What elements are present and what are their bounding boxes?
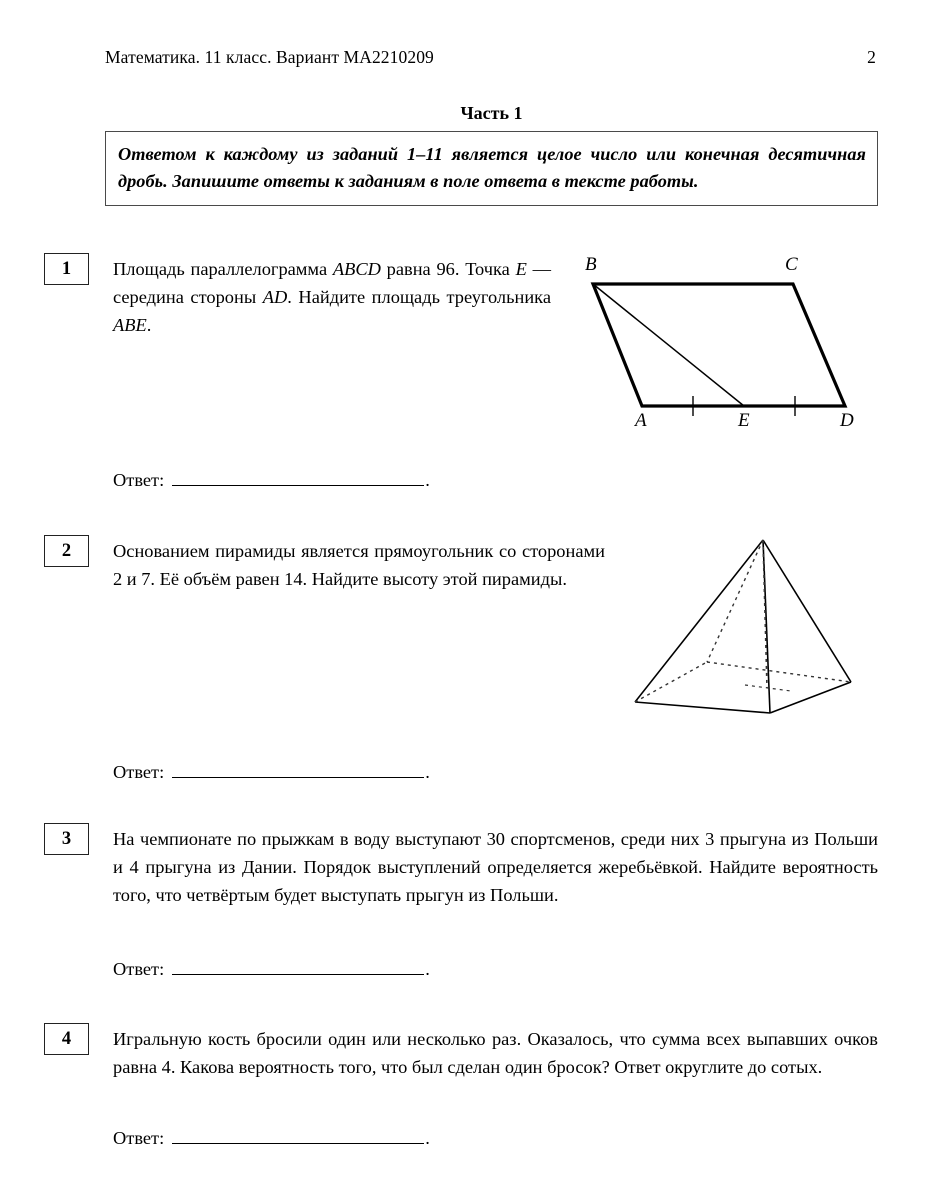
task-2-number: 2 (44, 535, 89, 567)
base-edge-front-right (770, 682, 851, 713)
task-3-answer (113, 959, 430, 980)
base-edge-back-right-dashed (707, 662, 851, 682)
vertex-label-c: C (785, 254, 798, 275)
task-1-text (113, 255, 551, 339)
task-1-text-i2: E (515, 259, 527, 279)
task-3-answer-label: Ответ: (113, 959, 165, 979)
task-4-text: Игральную кость бросили один или несколько раз. Оказалось, что сумма всех выпавших очков равна 4. Какова вероятность того, что был сделан один бросок? Ответ округлите до сотых. (113, 1029, 878, 1078)
vertex-label-e: E (738, 410, 750, 431)
instruction-box (105, 131, 878, 206)
task-3-number: 3 (44, 823, 89, 855)
task-3-answer-field[interactable] (172, 960, 424, 975)
task-4-answer (113, 1128, 430, 1149)
task-1-text-p5: . (146, 315, 152, 336)
task-2-answer-label: Ответ: (113, 762, 165, 782)
task-4-answer-field[interactable] (172, 1129, 424, 1144)
pyramid-figure (615, 525, 880, 740)
task-1-number: 1 (44, 253, 89, 285)
part-title: Часть 1 (460, 103, 523, 123)
task-2-answer-period: . (425, 762, 430, 782)
parallelogram-outline (593, 284, 845, 406)
base-edge-left-front (635, 702, 770, 713)
page-number: 2 (867, 47, 876, 67)
task-4-answer-label: Ответ: (113, 1128, 165, 1148)
task-1-answer-period: . (425, 470, 430, 490)
diagonal-be (593, 284, 744, 406)
task-2-answer (113, 762, 430, 783)
task-3-text: На чемпионате по прыжкам в воду выступают 30 спортсменов, среди них 3 прыгуна из Польши и 4 прыгуна из Дании. Порядок выступлений определяется жеребьёвкой. Найдите вероятность того, что четвёртым будет выступать прыгун из Польши. (113, 829, 878, 906)
page-header (105, 47, 878, 68)
task-1-answer-field[interactable] (172, 471, 424, 486)
pyramid-svg (615, 525, 880, 740)
task-2-answer-field[interactable] (172, 763, 424, 778)
instruction-text: Ответом к каждому из заданий 1–11 является целое число или конечная десятичная дробь. Запишите ответы к заданиям в поле ответа в тексте работы. (118, 144, 866, 191)
task-1-answer (113, 470, 430, 491)
task-1-text-p1: Площадь параллелограмма (113, 259, 333, 279)
task-1-text-i4: ABE (113, 315, 147, 336)
edge-apex-left (635, 540, 763, 702)
parallelogram-figure (575, 248, 895, 448)
task-3-answer-period: . (425, 959, 430, 979)
base-diagonal-dashed (745, 685, 791, 691)
task-1-text-p4: . Найдите площадь треугольника (287, 287, 551, 308)
task-1-answer-label: Ответ: (113, 470, 165, 490)
edge-apex-right (763, 540, 851, 682)
task-2-text: Основанием пирамиды является прямоугольник со сторонами 2 и 7. Её объём равен 14. Найдите высоту этой пирамиды. (113, 541, 605, 590)
base-edge-left-back-dashed (635, 662, 707, 702)
task-4-answer-period: . (425, 1128, 430, 1148)
task-1-text-i1: ABCD (332, 259, 381, 279)
vertex-label-b: B (585, 254, 597, 275)
task-1-text-p2: равна 96. Точка (380, 259, 516, 279)
vertex-label-d: D (840, 410, 854, 431)
vertex-label-a: A (635, 410, 647, 431)
header-title: Математика. 11 класс. Вариант МА2210209 (105, 47, 434, 67)
task-4-number: 4 (44, 1023, 89, 1055)
task-1-text-i3: AD (262, 287, 288, 308)
task-1-text-p3: — середина стороны (113, 259, 551, 308)
